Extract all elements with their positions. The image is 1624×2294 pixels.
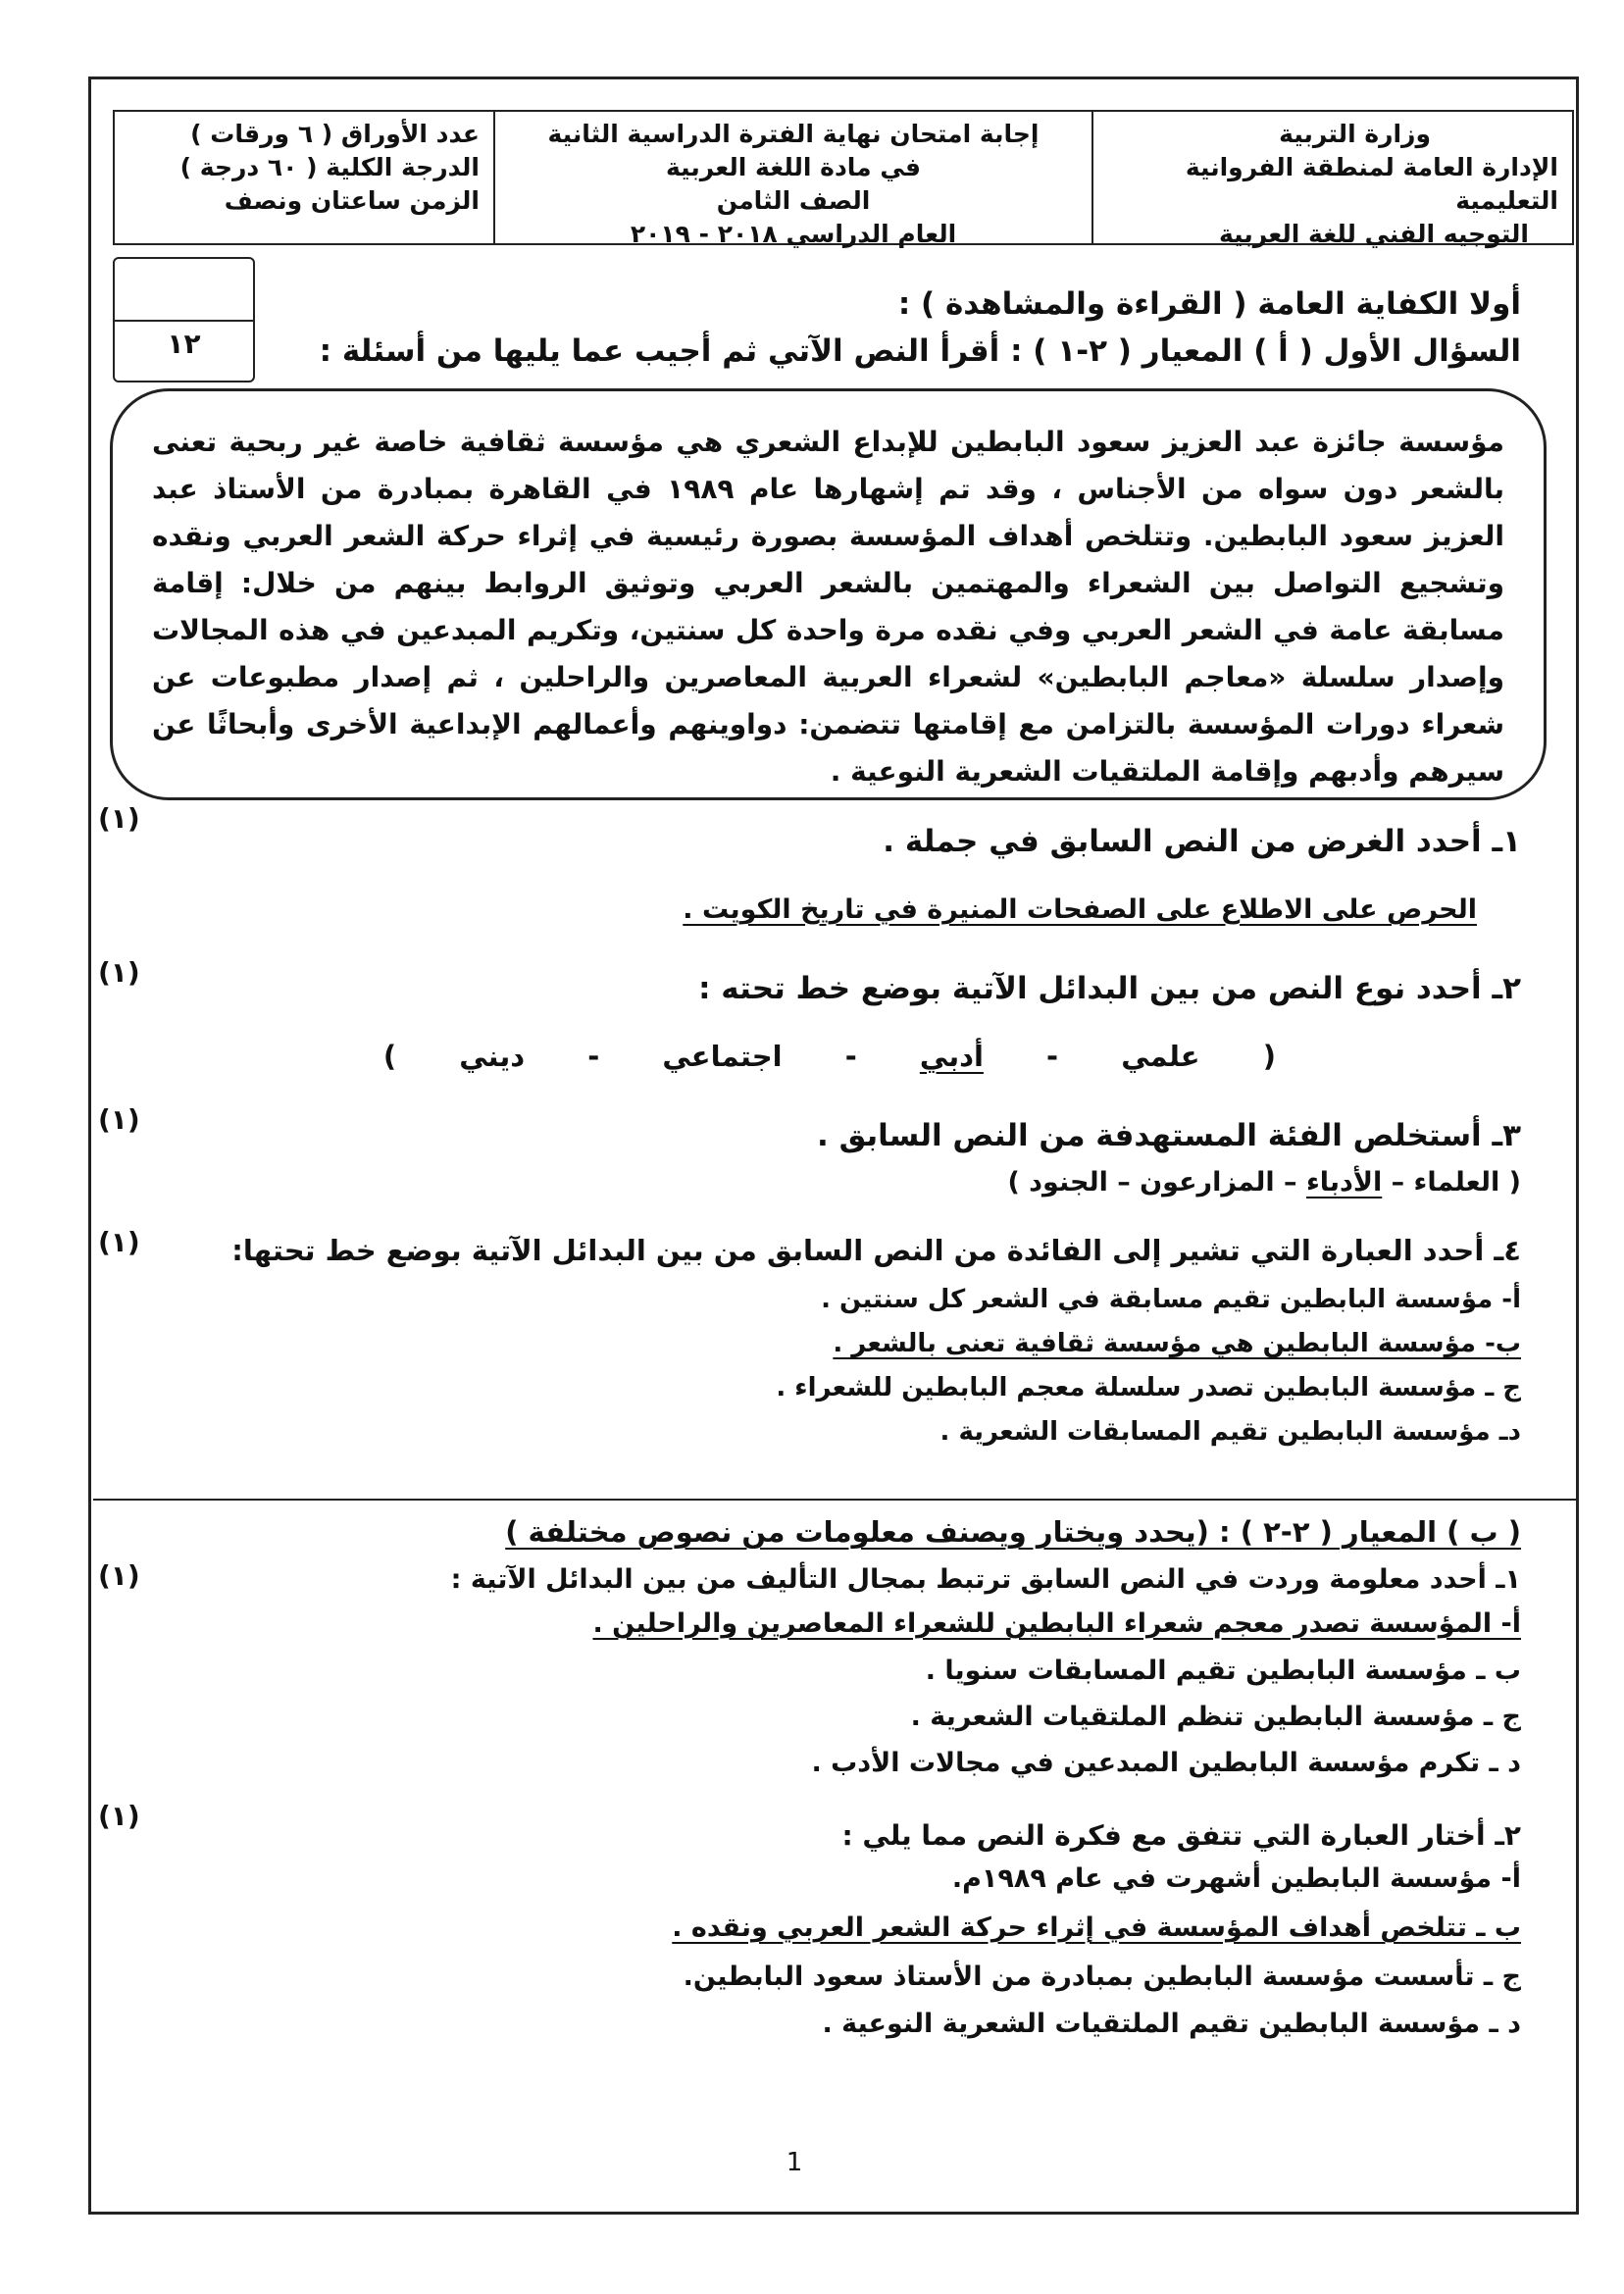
exam-title-line-1: إجابة امتحان نهاية الفترة الدراسية الثانية bbox=[547, 120, 1040, 148]
partB-q2-option-a: أ- مؤسسة البابطين أشهرت في عام ١٩٨٩م. bbox=[951, 1863, 1521, 1894]
q4-option-d: دـ مؤسسة البابطين تقيم المسابقات الشعرية . bbox=[939, 1417, 1521, 1447]
q2-close-paren: ) bbox=[382, 1040, 397, 1073]
ministry-block bbox=[1091, 112, 1572, 248]
score-value: ١٢ bbox=[167, 328, 201, 360]
q2-text: ٢ـ أحدد نوع النص من بين البدائل الآتية بوضع خط تحته : bbox=[698, 971, 1521, 1006]
exam-title-line-3: الصف الثامن bbox=[716, 186, 871, 215]
q2-option-scientific: علمي bbox=[1121, 1040, 1200, 1073]
exam-header bbox=[113, 110, 1574, 248]
q1-answer: الحرص على الاطلاع على الصفحات المنيرة في تاريخ الكويت . bbox=[683, 894, 1477, 925]
q1-text: ١ـ أحدد الغرض من النص السابق في جملة . bbox=[883, 824, 1521, 859]
q2-dash-1: - bbox=[1046, 1040, 1059, 1073]
exam-title-line-4: العام الدراسي ٢٠١٨ - ٢٠١٩ bbox=[630, 220, 957, 248]
mark-partB-q2: (١) bbox=[98, 1800, 140, 1832]
q2-dash-2: - bbox=[844, 1040, 857, 1073]
partB-q1-option-a: أ- المؤسسة تصدر معجم شعراء البابطين للشعراء المعاصرين والراحلين . bbox=[592, 1608, 1521, 1639]
q2-option-religious: ديني bbox=[459, 1040, 526, 1073]
ministry-line-3: التوجيه الفني للغة العربية bbox=[1218, 220, 1529, 248]
q4-option-c: ج ـ مؤسسة البابطين تصدر سلسلة معجم البابطين للشعراء . bbox=[776, 1373, 1521, 1402]
section-title: أولا الكفاية العامة ( القراءة والمشاهدة ) : bbox=[897, 286, 1521, 322]
mark-q3: (١) bbox=[98, 1103, 140, 1136]
ministry-line-2: الإدارة العامة لمنطقة الفروانية التعليمية bbox=[1185, 153, 1558, 215]
q2-options bbox=[383, 1040, 1276, 1073]
q3-options bbox=[1007, 1167, 1521, 1198]
mark-q4: (١) bbox=[98, 1226, 140, 1258]
partB-q2-text: ٢ـ أختار العبارة التي تتفق مع فكرة النص مما يلي : bbox=[841, 1819, 1521, 1852]
q2-open-paren: ( bbox=[1262, 1040, 1276, 1073]
partB-heading: ( ب ) المعيار ( ٢-٢ ) : (يحدد ويختار ويصنف معلومات من نصوص مختلفة ) bbox=[505, 1515, 1521, 1549]
q3-options-post: – المزارعون – الجنود ) bbox=[1007, 1167, 1297, 1198]
score-box bbox=[113, 257, 255, 382]
mark-partB-q1: (١) bbox=[98, 1559, 140, 1592]
score-divider bbox=[115, 320, 253, 322]
question1-heading: السؤال الأول ( أ ) المعيار ( ٢-١ ) : أقرأ النص الآتي ثم أجيب عما يليها من أسئلة : bbox=[319, 333, 1521, 369]
q2-option-social: اجتماعي bbox=[662, 1040, 783, 1073]
q2-dash-3: - bbox=[587, 1040, 600, 1073]
exam-info-block bbox=[115, 112, 493, 243]
q2-option-literary: أدبي bbox=[919, 1040, 984, 1073]
partB-q1-option-d: د ـ تكرم مؤسسة البابطين المبدعين في مجالات الأدب . bbox=[811, 1748, 1521, 1778]
ministry-line-1: وزارة التربية bbox=[1279, 120, 1431, 148]
exam-info-time: الزمن ساعتان ونصف bbox=[224, 186, 480, 215]
q3-text: ٣ـ أستخلص الفئة المستهدفة من النص السابق . bbox=[817, 1118, 1521, 1153]
partB-q1-option-c: ج ـ مؤسسة البابطين تنظم الملتقيات الشعرية . bbox=[910, 1702, 1521, 1732]
exam-info-total: الدرجة الكلية ( ٦٠ درجة ) bbox=[179, 153, 480, 181]
page-number: 1 bbox=[786, 2148, 803, 2177]
partB-q2-option-d: د ـ مؤسسة البابطين تقيم الملتقيات الشعرية النوعية . bbox=[822, 2009, 1521, 2039]
q4-option-a: أ- مؤسسة البابطين تقيم مسابقة في الشعر كل سنتين . bbox=[821, 1285, 1521, 1314]
partB-q2-option-c: ج ـ تأسست مؤسسة البابطين بمبادرة من الأستاذ سعود البابطين. bbox=[683, 1962, 1521, 1992]
q4-option-b: ب- مؤسسة البابطين هي مؤسسة ثقافية تعنى بالشعر . bbox=[833, 1329, 1521, 1358]
partB-q2-option-b: ب ـ تتلخص أهداف المؤسسة في إثراء حركة الشعر العربي ونقده . bbox=[672, 1912, 1521, 1943]
mark-q1: (١) bbox=[98, 802, 140, 835]
exam-title-block bbox=[493, 112, 1091, 248]
exam-info-pages: عدد الأوراق ( ٦ ورقات ) bbox=[190, 120, 480, 148]
partB-q1-option-b: ب ـ مؤسسة البابطين تقيم المسابقات سنويا . bbox=[925, 1656, 1521, 1686]
q3-answer: الأدباء bbox=[1305, 1167, 1383, 1198]
mark-q2: (١) bbox=[98, 956, 140, 989]
q3-options-pre: ( العلماء – bbox=[1391, 1167, 1521, 1198]
partB-q1-text: ١ـ أحدد معلومة وردت في النص السابق ترتبط بمجال التأليف من بين البدائل الآتية : bbox=[450, 1564, 1521, 1595]
reading-passage: مؤسسة جائزة عبد العزيز سعود البابطين للإبداع الشعري هي مؤسسة ثقافية خاصة غير ربحية تعنى بالشعر دون سواه من الأجناس ، وقد تم إشهارها عام ١٩٨٩ في القاهرة بمبادرة من الأستاذ عبد العزيز سعود البابطين. وتتلخص أهداف المؤسسة بصورة رئيسية في إثراء حركة الشعر العربي ونقده وتشجيع التواصل بين الشعراء والمهتمين بالشعر العربي وتوثيق الروابط بينهم من خلال: إقامة مسابقة عامة في الشعر العربي وفي نقده مرة واحدة كل سنتين، وتكريم المبدعين في هذه المجالات وإصدار سلسلة «معاجم البابطين» لشعراء العربية المعاصرين والراحلين ، ثم إصدار مطبوعات عن شعراء دورات المؤسسة بالتزامن مع إقامتها تتضمن: دواوينهم وأعمالهم الإبداعية الأخرى وأبحاثًا عن سيرهم وأدبهم وإقامة الملتقيات الشعرية النوعية . bbox=[110, 388, 1547, 800]
exam-title-line-2: في مادة اللغة العربية bbox=[665, 153, 922, 181]
section-divider bbox=[93, 1499, 1579, 1501]
q4-text: ٤ـ أحدد العبارة التي تشير إلى الفائدة من النص السابق من بين البدائل الآتية بوضع خط تحتها: bbox=[231, 1234, 1521, 1267]
